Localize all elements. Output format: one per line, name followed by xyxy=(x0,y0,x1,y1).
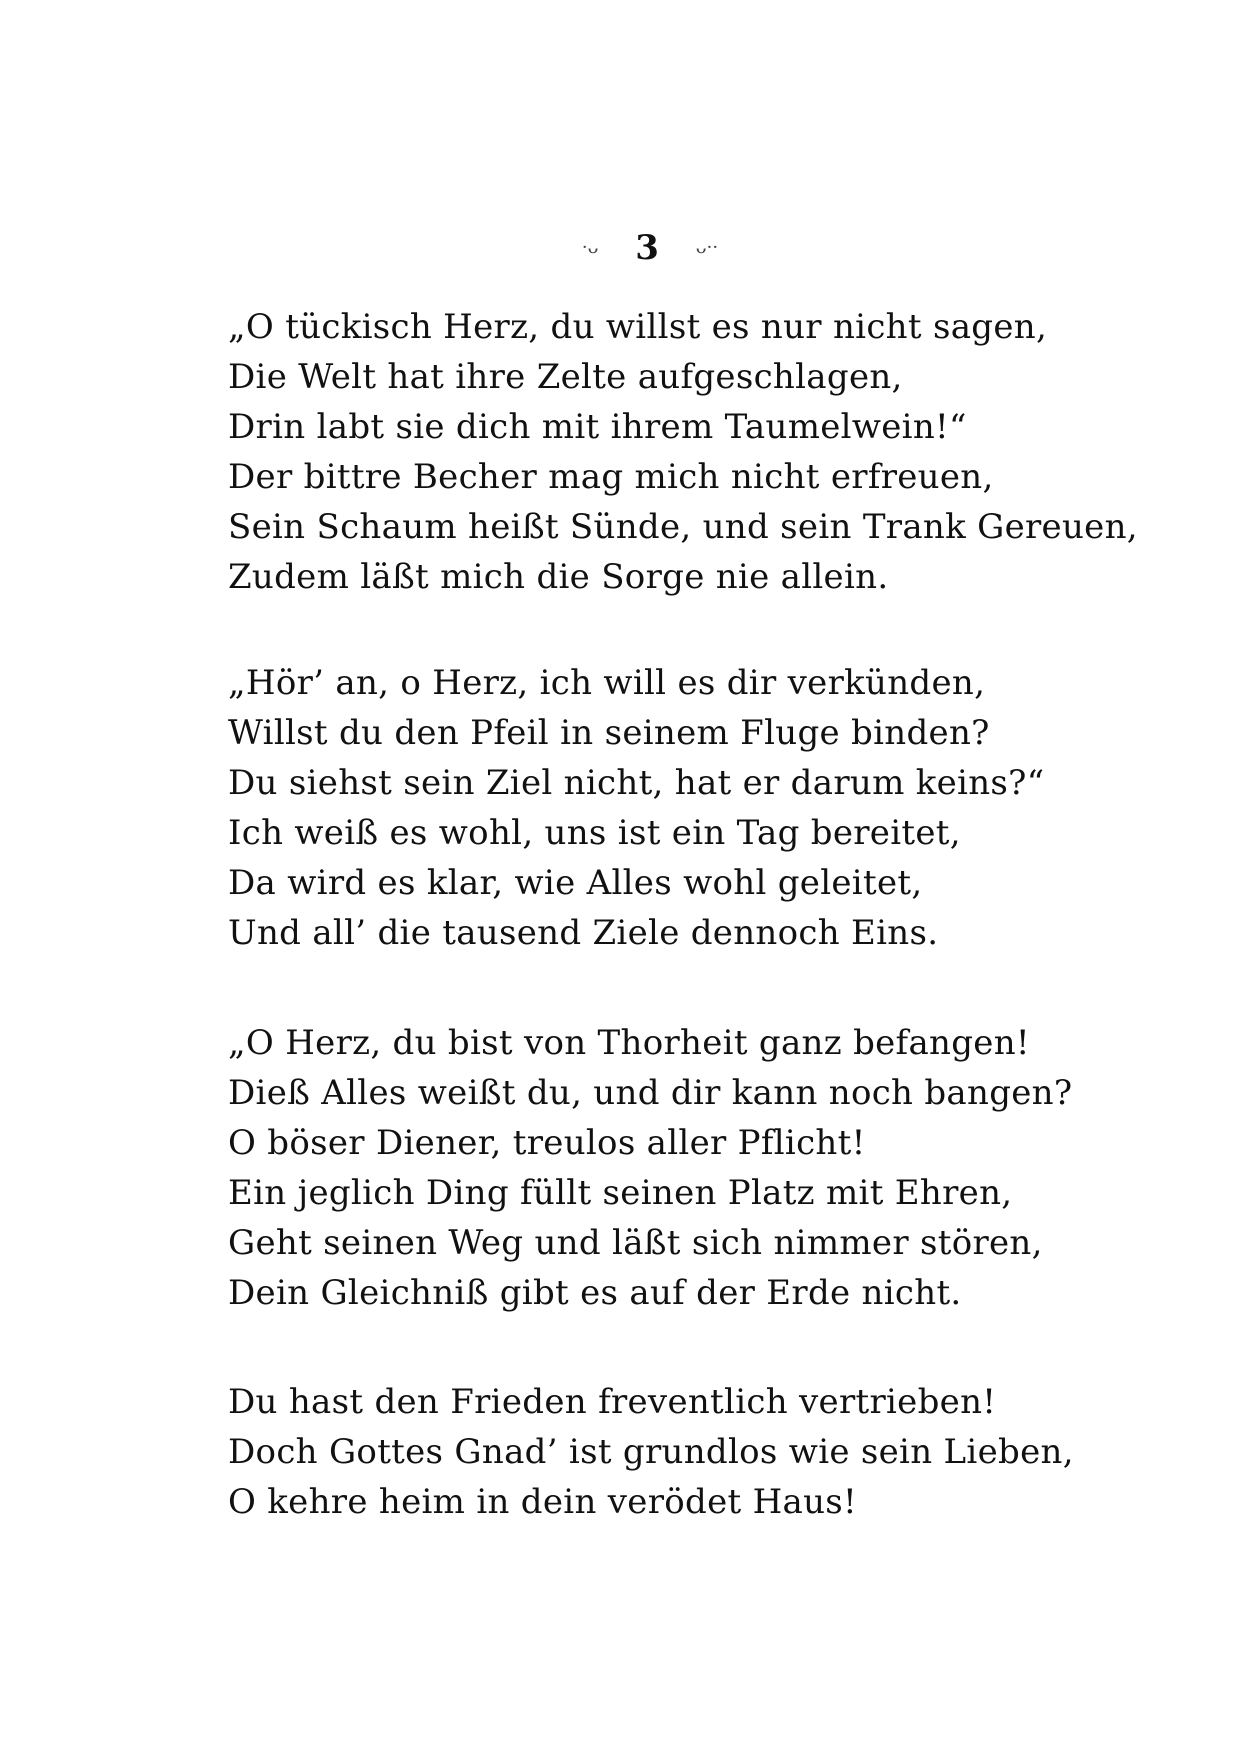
left-ornament: ·ᴗ xyxy=(581,237,599,258)
verse-line: Und all’ die tausend Ziele dennoch Eins. xyxy=(228,913,939,953)
verse-line: Der bittre Becher mag mich nicht erfreuen, xyxy=(228,457,994,497)
right-ornament: ᴗ·· xyxy=(695,237,719,258)
verse-line: Da wird es klar, wie Alles wohl geleitet, xyxy=(228,863,923,903)
verse-line: Ein jeglich Ding füllt seinen Platz mit Ehren, xyxy=(228,1173,1013,1213)
stanza-4 xyxy=(228,1377,1188,1527)
verse-line: Du siehst sein Ziel nicht, hat er darum keins?“ xyxy=(228,763,1045,803)
verse-line: O kehre heim in dein verödet Haus! xyxy=(228,1482,858,1522)
verse-line: Zudem läßt mich die Sorge nie allein. xyxy=(228,557,889,597)
stanza-1 xyxy=(228,302,1188,602)
page-number: 3 xyxy=(635,228,659,268)
verse-line: Ich weiß es wohl, uns ist ein Tag bereitet, xyxy=(228,813,961,853)
verse-line: Du hast den Frieden freventlich vertrieben! xyxy=(228,1382,997,1422)
verse-line: Die Welt hat ihre Zelte aufgeschlagen, xyxy=(228,357,903,397)
verse-line: Geht seinen Weg und läßt sich nimmer stören, xyxy=(228,1223,1043,1263)
stanza-3 xyxy=(228,1018,1188,1318)
verse-line: Dieß Alles weißt du, und dir kann noch bangen? xyxy=(228,1073,1073,1113)
verse-line: Doch Gottes Gnad’ ist grundlos wie sein Lieben, xyxy=(228,1432,1074,1472)
verse-line: O böser Diener, treulos aller Pflicht! xyxy=(228,1123,866,1163)
page-header xyxy=(560,226,740,266)
verse-line: Dein Gleichniß gibt es auf der Erde nicht. xyxy=(228,1273,962,1313)
verse-line: „O tückisch Herz, du willst es nur nicht sagen, xyxy=(228,307,1048,347)
verse-line: „O Herz, du bist von Thorheit ganz befangen! xyxy=(228,1023,1030,1063)
verse-line: Sein Schaum heißt Sünde, und sein Trank Gereuen, xyxy=(228,507,1138,547)
verse-line: Willst du den Pfeil in seinem Fluge binden? xyxy=(228,713,990,753)
verse-line: „Hör’ an, o Herz, ich will es dir verkünden, xyxy=(228,663,986,703)
stanza-2 xyxy=(228,658,1188,958)
verse-line: Drin labt sie dich mit ihrem Taumelwein!“ xyxy=(228,407,967,447)
